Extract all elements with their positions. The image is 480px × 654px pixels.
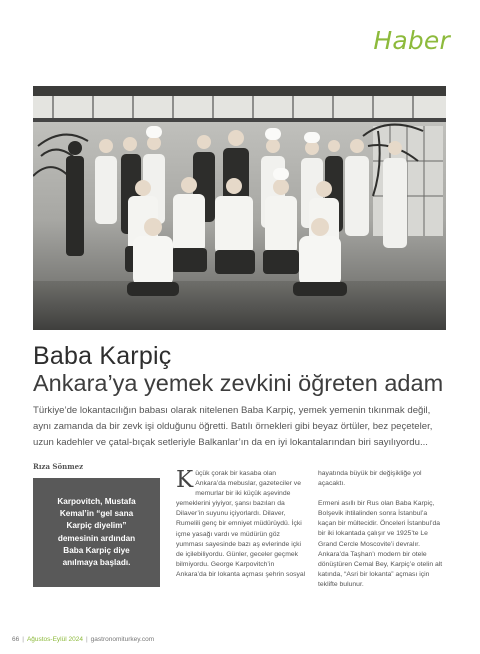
body-column-left (176, 469, 306, 580)
page-footer (12, 636, 154, 643)
author-byline: Rıza Sönmez (33, 462, 84, 471)
page-number: 66 (12, 636, 20, 643)
body-paragraph: Ermeni asıllı bir Rus olan Baba Karpiç, Bolşevik ihtilalinden sonra İstanbul’a kaçan bir mültecidir. Önceleri İstanbul’da bir iki lokantada çalışır ve 1925’te Le Grand Cercle Moscovite’i devralır. Ankara’da Taşhan’ı modern bir otele dönüştüren Cemal Bey, Karpiç’e otelin alt katında, “Asri bir lokanta” açması için teklifte bulunur. (318, 500, 443, 588)
issue-date: Ağustos-Eylül 2024 (26, 636, 83, 643)
website-link[interactable]: gastronomiturkey.com (90, 636, 155, 643)
article-title: Baba Karpiç (33, 342, 172, 370)
body-paragraph: hayatında büyük bir değişikliğe yol açacaktı. (318, 470, 422, 488)
photo-illustration (33, 86, 446, 330)
article-lead: Türkiye’de lokantacılığın babası olarak nitelenen Baba Karpiç, yemek yemenin tıkınmak değil, aynı zamanda da bir zevk işi olduğunu öğretti. Batılı örnekleri gibi beyaz örtüler, bez peçeteler, uzun kadehler ve çatal-bıçak setleriyle Balkanlar’ın da en iyi lokantalarından biri sayılıyordu... (33, 405, 433, 448)
section-tag: Haber (373, 26, 450, 55)
pull-quote (33, 478, 160, 587)
body-column-right (318, 469, 446, 590)
footer-separator: | (85, 636, 88, 643)
pull-quote-text: Karpovitch, Mustafa Kemal’in “gel sana Karpiç diyelim” demesinin ardından Baba Karpiç diye anılmaya başladı. (57, 496, 136, 567)
historical-group-photo (33, 86, 446, 330)
body-paragraph (176, 469, 306, 580)
body-text: üçük çorak bir kasaba olan Ankara’da mebuslar, gazeteciler ve memurlar bir iki küçük aşevinde yemeklerini yiyiyor, şansı bazıları da Dilaver’in suyunu içiyorlardı. Dilaver, Rumelili genç bir emniyet müdürüydü. İçki içme yasağı vardı ve müdürün göz yumması sayesinde bazı aş evlerinde içki de içilebiliyordu. Günler, geceler geçmek bilmiyordu. George Karpovitch’in Ankara’da bir lokanta açması şehrin sosyal (176, 470, 306, 578)
article-subtitle: Ankara’ya yemek zevkini öğreten adam (33, 370, 444, 396)
footer-separator: | (22, 636, 24, 643)
drop-cap: K (176, 467, 194, 493)
